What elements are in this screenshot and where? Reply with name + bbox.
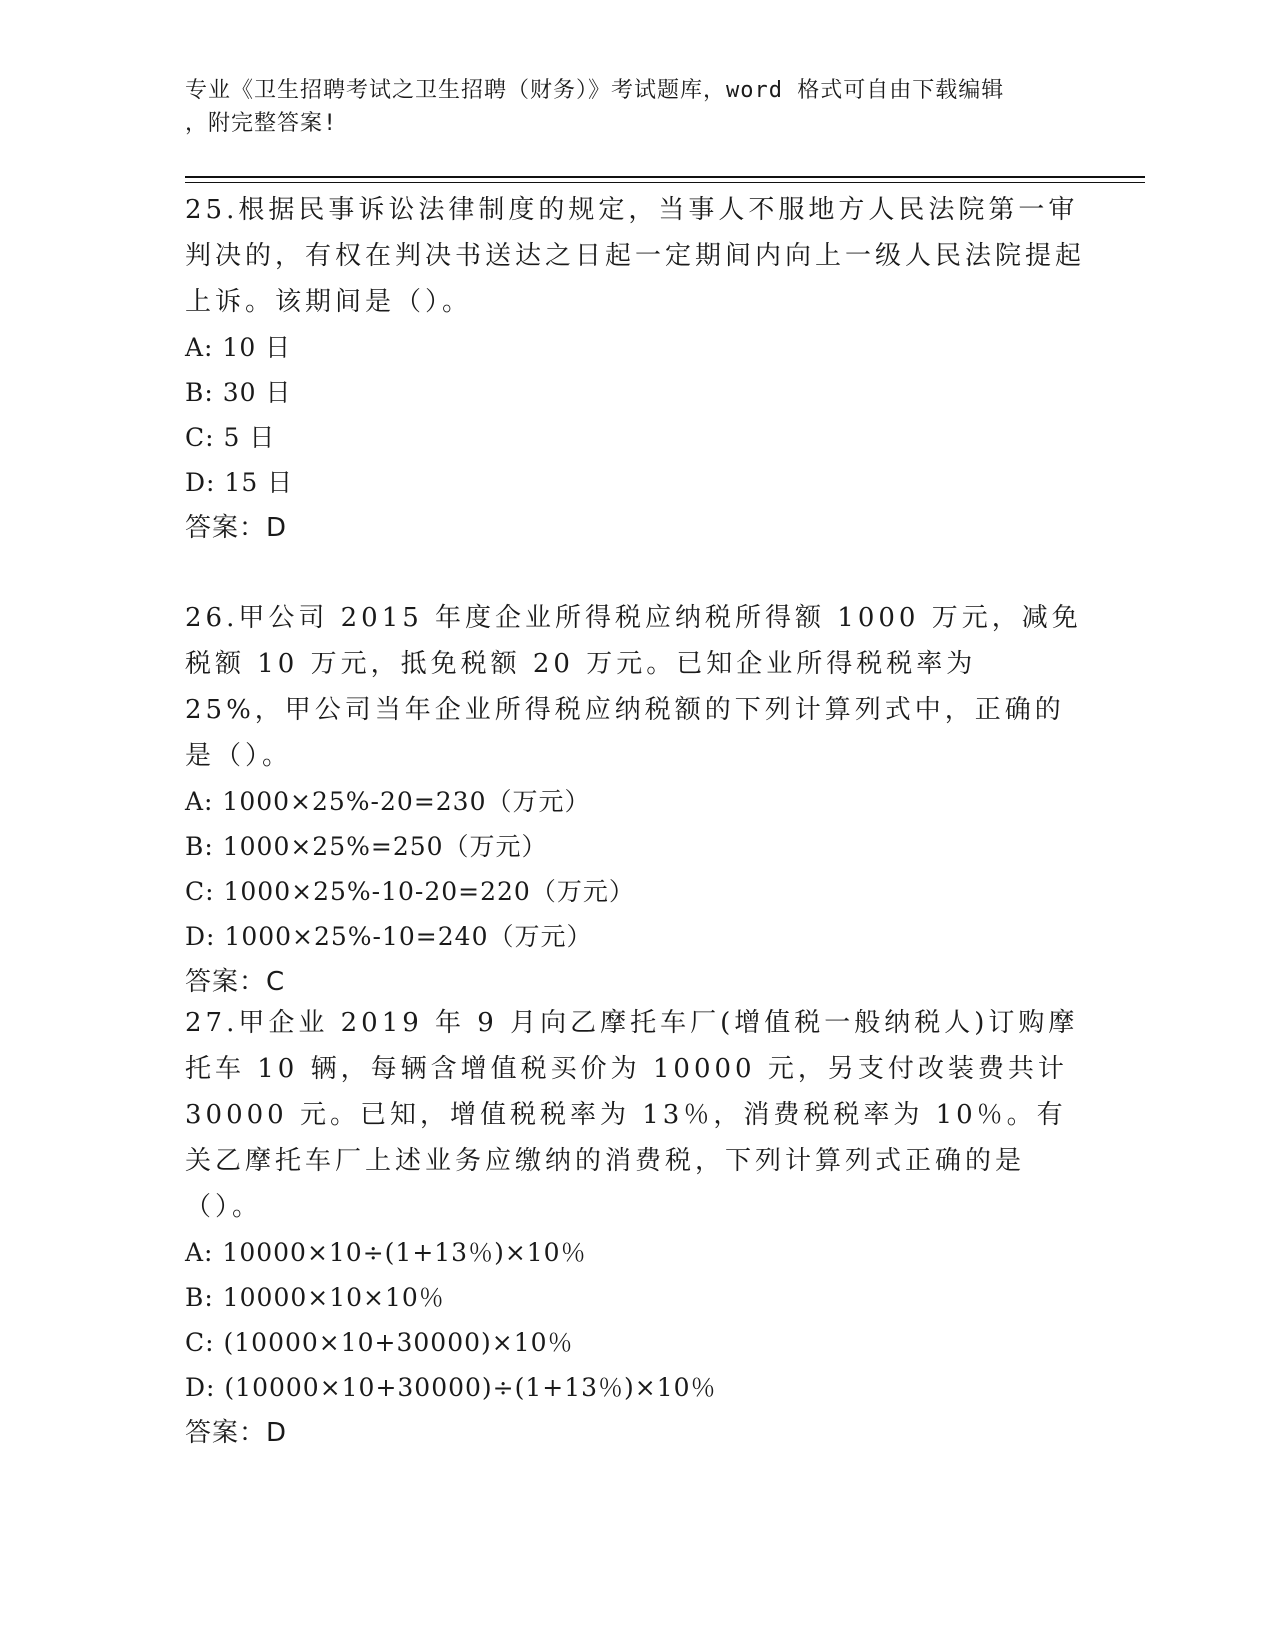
question-25 [185, 187, 1085, 551]
question-stem: 27.甲企业 2019 年 9 月向乙摩托车厂(增值税一般纳税人)订购摩托车 10 辆，每辆含增值税买价为 10000 元，另支付改装费共计 30000 元。已知，增值税税率为 13％，消费税税率为 10％。有关乙摩托车厂上述业务应缴纳的消费税，下列计算列式正确的是（）。 [185, 1008, 1079, 1222]
answer: 答案：D [185, 1418, 288, 1448]
option-a: A: 10 日 [185, 333, 292, 362]
option-d: D: (10000×10+30000)÷(1+13％)×10％ [185, 1373, 717, 1402]
option-c: C: (10000×10+30000)×10％ [185, 1328, 574, 1357]
header-line-2: ，附完整答案! [185, 111, 338, 136]
header-divider-thin [185, 182, 1145, 183]
option-a: A: 10000×10÷(1+13％)×10％ [185, 1238, 587, 1267]
document-header [185, 74, 1065, 140]
option-b: B: 10000×10×10％ [185, 1283, 445, 1312]
option-d: D: 1000×25%-10=240（万元） [185, 922, 593, 951]
answer: 答案：D [185, 513, 288, 543]
option-d: D: 15 日 [185, 468, 294, 497]
question-stem: 26.甲公司 2015 年度企业所得税应纳税所得额 1000 万元，减免税额 10 万元，抵免税额 20 万元。已知企业所得税税率为 25%，甲公司当年企业所得税应纳税额的下列计算列式中，正确的是（）。 [185, 603, 1082, 771]
answer: 答案：C [185, 967, 286, 997]
option-b: B: 30 日 [185, 378, 292, 407]
header-line-1: 专业《卫生招聘考试之卫生招聘（财务）》考试题库，word 格式可自由下载编辑 [185, 78, 1005, 103]
option-c: C: 5 日 [185, 423, 276, 452]
option-a: A: 1000×25%-20=230（万元） [185, 787, 591, 816]
option-b: B: 1000×25%=250（万元） [185, 832, 548, 861]
header-divider-thick [185, 176, 1145, 178]
question-26 [185, 595, 1085, 1005]
question-stem: 25.根据民事诉讼法律制度的规定，当事人不服地方人民法院第一审判决的，有权在判决书送达之日起一定期间内向上一级人民法院提起上诉。该期间是（）。 [185, 195, 1086, 317]
question-27 [185, 1000, 1085, 1456]
option-c: C: 1000×25%-10-20=220（万元） [185, 877, 635, 906]
